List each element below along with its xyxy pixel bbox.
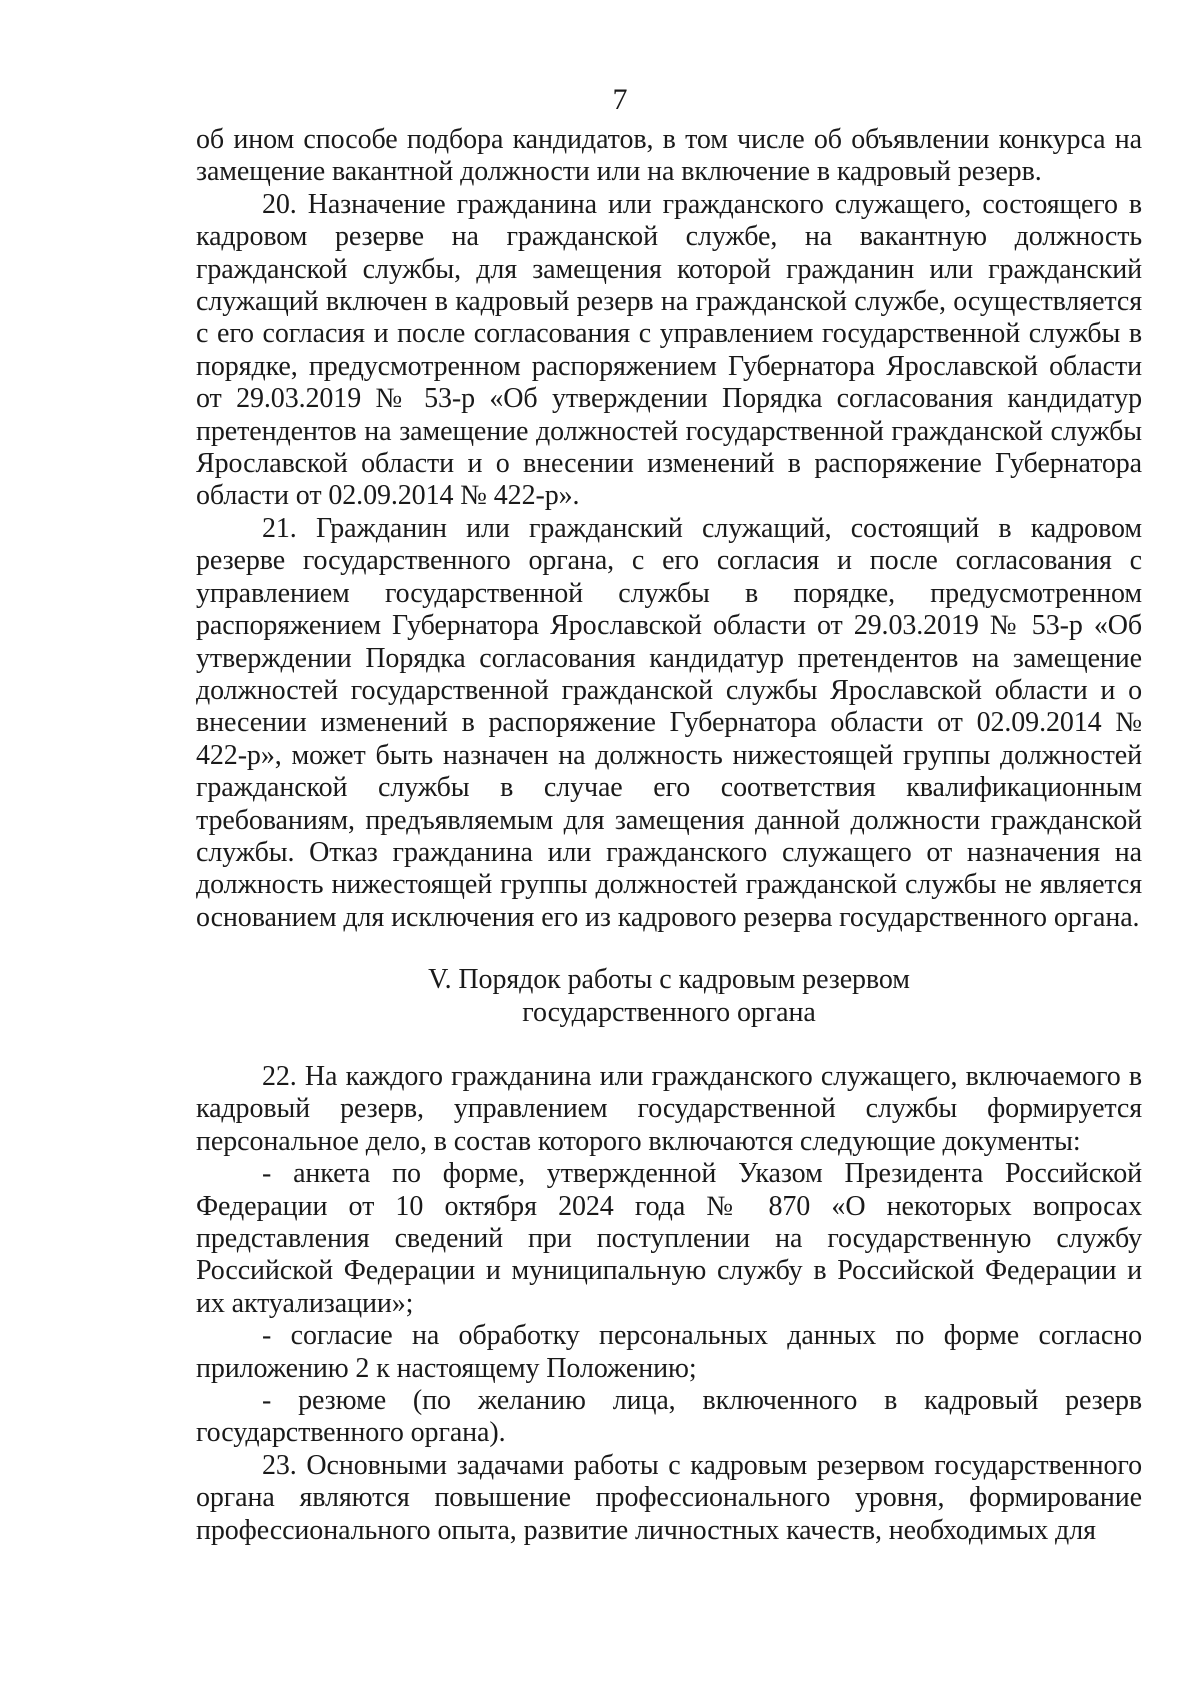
paragraph-21: 21. Гражданин или гражданский служащий, состоящий в кадровом резерве государственного органа, с его согласия и после согласования с управлением государственной службы в порядке, предусмотренном распоряжением Губернатора Ярославской области от 29.03.2019 № 53-р «Об утверждении Порядка согласования кандидатур претендентов на замещение должностей государственной гражданской службы Ярославской области и о внесении изменений в распоряжение Губернатора области от 02.09.2014 № 422-р», может быть назначен на должность нижестоящей группы должностей гражданской службы в случае его соответствия квалификационным требованиям, предъявляемым для замещения данной должности гражданской службы. Отказ гражданина или гражданского служащего от назначения на должность нижестоящей группы должностей гражданской службы не является основанием для исключения его из кадрового резерва государственного органа. <box>196 512 1142 933</box>
page-number: 7 <box>612 83 628 116</box>
section-heading-line-2: государственного органа <box>522 996 816 1028</box>
paragraph-continuation: об ином способе подбора кандидатов, в том числе об объявлении конкурса на замещение вакантной должности или на включение в кадровый резерв. <box>196 124 1142 188</box>
paragraph-20: 20. Назначение гражданина или гражданского служащего, состоящего в кадровом резерве на гражданской службе, на вакантную должность гражданской службы, для замещения которой гражданин или гражданский служащий включен в кадровый резерв на гражданской службе, осуществляется с его согласия и после согласования с управлением государственной службы в порядке, предусмотренном распоряжением Губернатора Ярославской области от 29.03.2019 № 53-р «Об утверждении Порядка согласования кандидатур претендентов на замещение должностей государственной гражданской службы Ярославской области и о внесении изменений в распоряжение Губернатора области от 02.09.2014 № 422-р». <box>196 188 1142 512</box>
list-item-questionnaire: - анкета по форме, утвержденной Указом Президента Российской Федерации от 10 октября 2024 года № 870 «О некоторых вопросах представления сведений при поступлении на государственную службу Российской Федерации и муниципальную службу в Российской Федерации и их актуализации»; <box>196 1158 1142 1319</box>
list-item-consent: - согласие на обработку персональных данных по форме согласно приложению 2 к настоящему Положению; <box>196 1320 1142 1384</box>
document-body <box>196 124 1142 1547</box>
paragraph-23: 23. Основными задачами работы с кадровым резервом государственного органа являются повышение профессионального уровня, формирование профессионального опыта, развитие личностных качеств, необходимых для <box>196 1449 1142 1546</box>
section-heading-line-1: V. Порядок работы с кадровым резервом <box>428 964 910 996</box>
section-heading <box>196 964 1142 1029</box>
paragraph-22: 22. На каждого гражданина или гражданского служащего, включаемого в кадровый резерв, управлением государственной службы формируется персональное дело, в состав которого включаются следующие документы: <box>196 1060 1142 1157</box>
list-item-resume: - резюме (по желанию лица, включенного в кадровый резерв государственного органа). <box>196 1385 1142 1449</box>
